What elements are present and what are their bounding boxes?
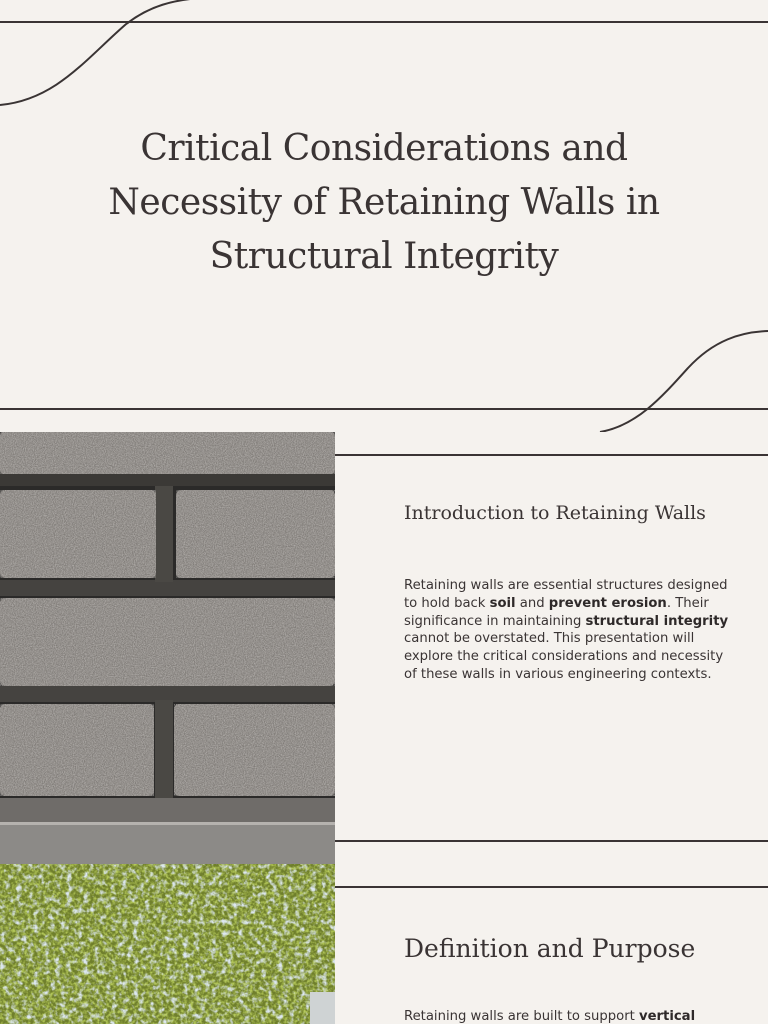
- emphasis-structural-integrity: structural integrity: [585, 613, 729, 629]
- title-line-2: Necessity of Retaining Walls in: [108, 182, 660, 223]
- page-title: [60, 122, 708, 284]
- divider-line-top: [335, 454, 768, 456]
- decorative-curve-top-left: [0, 0, 200, 110]
- emphasis-soil: soil: [489, 595, 516, 611]
- section-heading: Definition and Purpose: [404, 934, 696, 963]
- divider-line-top: [0, 21, 768, 23]
- section-body: Retaining walls are built to support vertical: [404, 1009, 696, 1024]
- emphasis-vertical: vertical: [639, 1009, 696, 1024]
- section-heading: Introduction to Retaining Walls: [404, 502, 706, 524]
- emphasis-prevent-erosion: prevent erosion: [548, 595, 667, 611]
- flowering-shrub-photo: [0, 864, 335, 1024]
- title-line-1: Critical Considerations and: [140, 128, 628, 169]
- divider-line-top: [335, 886, 768, 888]
- divider-line-bottom: [335, 840, 768, 842]
- title-line-3: Structural Integrity: [209, 236, 559, 277]
- definition-slide: [0, 864, 768, 1024]
- stone-wall-photo: [0, 432, 335, 864]
- decorative-curve-bottom-right: [596, 328, 768, 432]
- section-body: Retaining walls are essential structures designed to hold back soil and prevent erosion. Their significance in maintaining structural integrity cannot be overstated. This presentation will explore the critical considerations and necessity of these walls in various engineering contexts.: [404, 578, 729, 682]
- intro-slide: [0, 432, 768, 864]
- title-slide: [0, 0, 768, 432]
